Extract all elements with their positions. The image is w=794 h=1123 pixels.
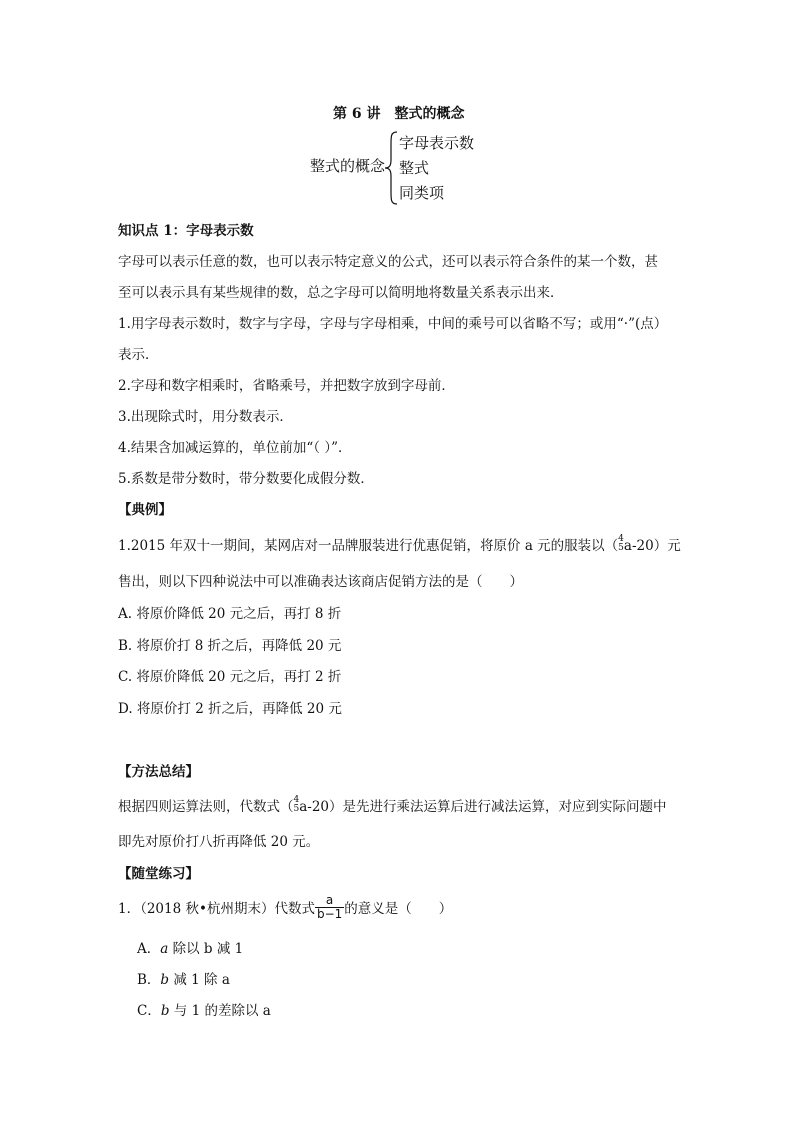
lecture-topic: 整式的概念	[394, 106, 465, 122]
practice-option-a: A．a 除以 b 减 1	[137, 941, 244, 957]
example-question-line: 售出，则以下四种说法中可以准确表达该商店促销方法的是（ ）	[118, 574, 523, 590]
concept-tree-item: 整式	[399, 159, 430, 177]
option-b: B. 将原价打 8 折之后，再降低 20 元	[118, 638, 342, 654]
method-line: 根据四则运算法则，代数式（ 4 5 a-20）是先进行乘法运算后进行减法运算，对应到实际问题中	[118, 794, 667, 815]
method-heading: 【方法总结】	[118, 764, 199, 780]
option-c: C. 将原价降低 20 元之后，再打 2 折	[118, 669, 342, 685]
paragraph-line: 至可以表示具有某些规律的数，总之字母可以简明地将数量关系表示出来．	[118, 285, 564, 301]
rule-line: 5.系数是带分数时，带分数要化成假分数．	[118, 471, 374, 487]
practice-question: 1．（2018 秋•杭州期末）代数式 $\frac{a}{b-1}$ 的意义是（ ）	[118, 893, 453, 922]
page-title	[333, 103, 465, 123]
rule-line: 2.字母和数字相乘时，省略乘号，并把数字放到字母前．	[118, 378, 455, 394]
rule-line: 1.用字母表示数时，数字与字母，字母与字母相乘，中间的乘号可以省略不写；或用“·”(点）	[118, 316, 668, 332]
example-heading: 【典例】	[118, 502, 172, 518]
method-line: 即先对原价打八折再降低 20 元。	[118, 834, 320, 850]
fraction: 4 5	[293, 794, 300, 814]
concept-tree-root: 整式的概念	[310, 157, 386, 175]
practice-option-c: C．b 与 1 的差除以 a	[137, 1003, 271, 1019]
rule-line: 4.结果含加减运算的，单位前加“（ ）”．	[118, 440, 352, 456]
option-d: D. 将原价打 2 折之后，再降低 20 元	[118, 701, 342, 717]
practice-heading: 【随堂练习】	[118, 866, 199, 882]
concept-tree-item: 同类项	[399, 184, 445, 202]
rule-line: 3.出现除式时，用分数表示．	[118, 409, 293, 425]
knowledge-point-heading: 知识点 1：字母表示数	[118, 223, 254, 239]
paragraph-line: 字母可以表示任意的数，也可以表示特定意义的公式，还可以表示符合条件的某一个数，甚	[118, 254, 658, 270]
fraction: 4 5	[618, 533, 624, 553]
example-question-line: 1.2015 年双十一期间，某网店对一品牌服装进行优惠促销，将原价 a 元的服装以（ 4 5 a-20）元	[118, 533, 681, 554]
fraction: $\frac{a}{b-1}$	[316, 893, 343, 922]
practice-option-b: B．b 减 1 除 a	[137, 972, 230, 988]
lecture-number: 第 6 讲	[333, 106, 381, 122]
option-a: A. 将原价降低 20 元之后，再打 8 折	[118, 606, 342, 622]
rule-line: 表示．	[118, 347, 159, 363]
curly-brace-icon	[383, 130, 399, 206]
concept-tree-item: 字母表示数	[399, 134, 475, 152]
